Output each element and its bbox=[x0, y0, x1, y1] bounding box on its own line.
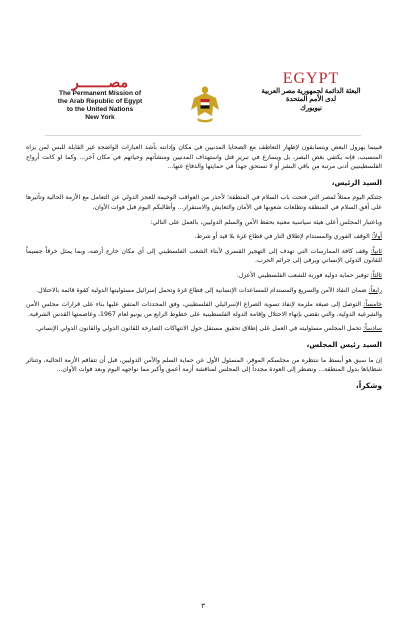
list-item-text: تحمل المجلس مسئوليته في العمل على إطلاق تحقيق مستقل حول الانتهاكات الصارخة للقانون الدولي والقانون الدولي الإنساني. bbox=[35, 325, 362, 333]
list-item-text: توفير حماية دولية فورية للشعب الفلسطيني الأعزل. bbox=[236, 271, 369, 279]
letterhead-arabic bbox=[236, 70, 386, 113]
list-item-text: وقف كافة الممارسات التي تهدف إلى التهجير القسري لأبناء الشعب الفلسطيني إلى أي مكان خارج أرضه، وبما يمثل خرقاً جسيماً للقانون الدولي الإنساني ويرقى إلى جرائم الحرب. bbox=[26, 247, 382, 265]
letterhead-left-line: the Arab Republic of Egypt bbox=[57, 98, 143, 105]
list-item-label: رابعاً: bbox=[368, 286, 382, 294]
list-item bbox=[26, 232, 382, 242]
list-item bbox=[26, 286, 382, 296]
section-heading: السيد الرئيس، bbox=[331, 177, 382, 187]
list-item bbox=[26, 324, 382, 334]
letterhead-english bbox=[20, 74, 180, 122]
list-item-text: الوقف الفوري والمستدام لإطلاق النار في قطاع غزة بلا قيد أو شرط. bbox=[194, 233, 370, 241]
closing-line: وشكراً، bbox=[355, 380, 382, 390]
list-item-text: التوصل إلى صيغة ملزمة لإنفاذ تسوية الصراع الإسرائيلي الفلسطيني، وفق المحددات المتفق عليها بناء على قرارات مجلس الأمن والشرعية الدولية، والتي تقضي بإنهاء الاحتلال وإقامة الدولة الفلسطينية على خطوط الرابع من يونيو لعام 1967، وعاصمتها القدس الشرقية. bbox=[26, 301, 382, 318]
list-item-text: ضمان النفاذ الآمن والسريع والمستدام للمساعدات الإنسانية إلى قطاع غزة وتحمل إسرائيل مسئوليتها الدولية كقوة قائمة بالاحتلال. bbox=[36, 286, 367, 294]
letterhead-right-line: لدى الأمم المتحدة bbox=[285, 96, 337, 104]
section-heading: السيد رئيس المجلس، bbox=[306, 339, 382, 349]
list-item bbox=[26, 247, 382, 266]
list-item-label: سادساً: bbox=[363, 325, 382, 333]
paragraph: فبينما يهرول البعض ويتسابقون لإظهار التعاطف مع الضحايا المدنيين في مكان وإدانته بأشد العبارات الواضحة غير القابلة للبس لمن يراه المتسبب، فإنه يكتفي بغض البصر، بل ويسارع في تبرير قتل واستهداف المدنيين ومنشآتهم وحياتهم في مكان آخر... وكما لو كانت أرواح الفلسطينيين أدنى مرتبة من باقي البشر أو لا تستحق جهداً في حمايتها والدفاع عنها... bbox=[26, 144, 382, 171]
list-item-label: ثانياً: bbox=[370, 247, 382, 255]
letterhead-left-brand: مصـــــــر bbox=[71, 74, 129, 90]
paragraph: جئتكم اليوم ممثلاً لمصر التي فتحت باب السلام في المنطقة؛ لأحذر من العواقب الوخيمة للعجز الدولي عن التعامل مع الأزمة الحالية وتأثيرها على أفق السلام في المنطقة وتطلعات شعوبها في الأمان والتعايش والاستقرار... وأطالبكم اليوم قبل فوات الأوان، bbox=[26, 194, 382, 211]
letterhead-left-line: The Permanent Mission of bbox=[58, 90, 142, 97]
list-item-label: ثالثاً: bbox=[370, 271, 382, 279]
letterhead-left-line: New York bbox=[85, 114, 115, 121]
letterhead-right-brand: EGYPT bbox=[282, 70, 340, 87]
eagle-emblem-icon bbox=[190, 84, 220, 126]
letterhead-divider bbox=[45, 135, 361, 136]
letterhead-right-line: نيويورك bbox=[300, 104, 322, 112]
page-number: ٣ bbox=[201, 602, 205, 610]
document-body bbox=[26, 143, 382, 395]
paragraph: إن ما سبق هو أبسط ما ننتظره من مجلسكم الموقر، المسئول الأول عن حماية السلم والأمن الدوليين، قبل أن تتفاقم الأزمة الحالية، وتتناثر شظاياها بدول المنطقة... ونضطر إلى العودة مجدداً إلى المجلس لمناقشة أزمة أعمق وأكبر مما نواجهه اليوم وبعد فوات الأوان... bbox=[26, 356, 382, 374]
list-item bbox=[26, 300, 382, 319]
list-item bbox=[26, 271, 382, 281]
list-item-label: خامساً: bbox=[363, 301, 382, 309]
list-item-label: أولاً: bbox=[371, 233, 382, 241]
letterhead-left-line: to the United Nations bbox=[66, 106, 134, 113]
letterhead-right-line: البعثة الدائمة لجمهورية مصر العربية bbox=[261, 88, 361, 95]
paragraph: وباعتبار المجلس أعلى هيئة سياسية معنية بحفظ الأمن والسلم الدوليين، بالعمل على التالي: bbox=[150, 218, 382, 226]
